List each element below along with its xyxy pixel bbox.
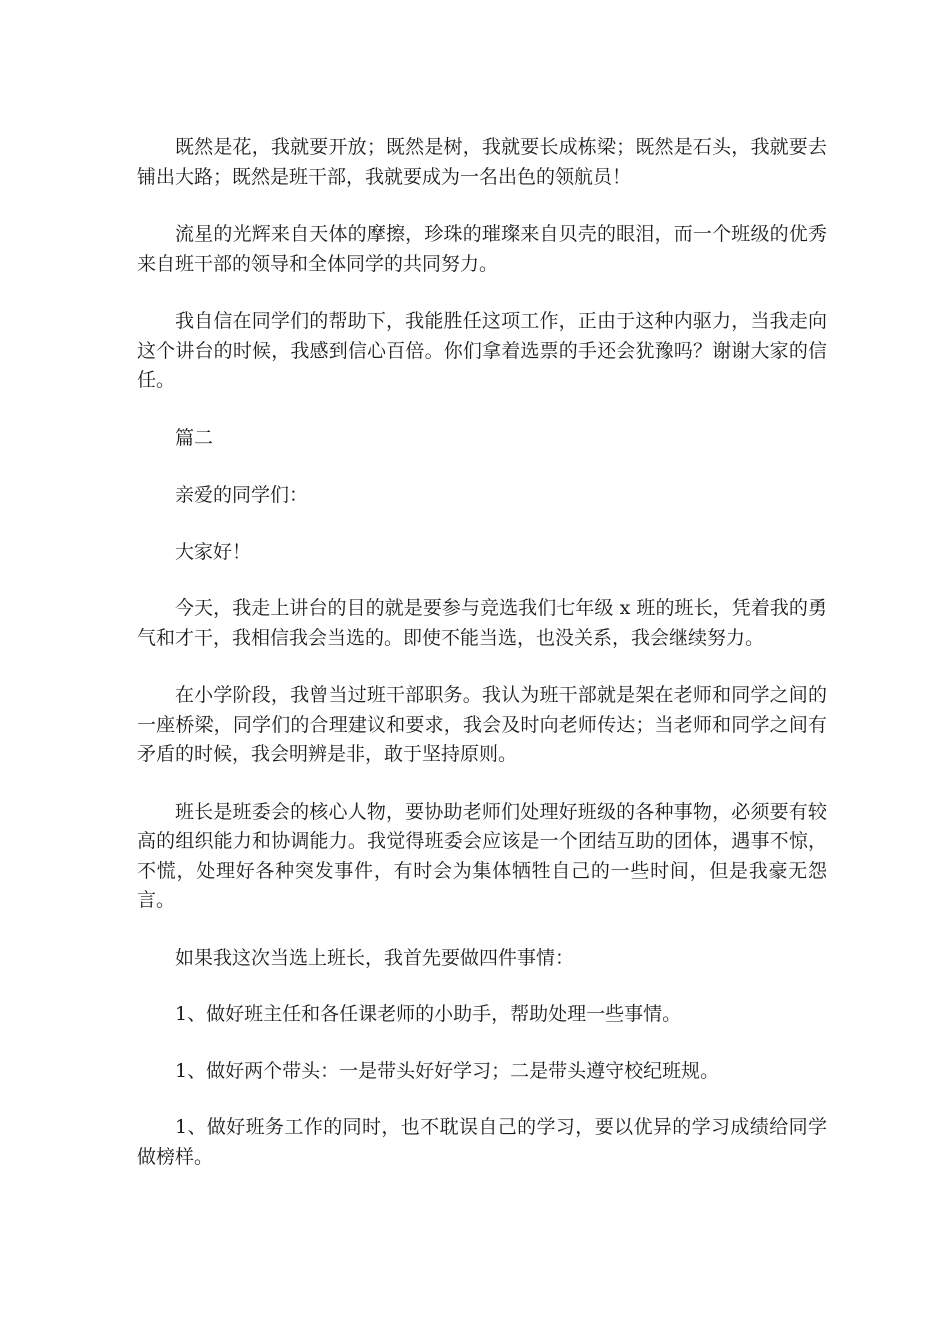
list-item-task-lead: 1、做好两个带头：一是带头好好学习；二是带头遵守校纪班规。 — [175, 1059, 720, 1082]
paragraph-monitor-role: 班长是班委会的核心人物，要协助老师们处理好班级的各种事物，必须要有较高的组织能力和协调能力。我觉得班委会应该是一个团结互助的团体，遇事不惊，不慌，处理好各种突发事件，有时会为集体牺牲自己的一些时间，但是我豪无怨言。 — [137, 800, 827, 911]
list-item-task-assistant: 1、做好班主任和各任课老师的小助手，帮助处理一些事情。 — [175, 1003, 682, 1025]
list-item-task-study: 1、做好班务工作的同时，也不耽误自己的学习，要以优异的学习成绩给同学做榜样。 — [137, 1116, 827, 1168]
greeting: 大家好！ — [175, 540, 252, 563]
salutation: 亲爱的同学们： — [175, 484, 309, 506]
document-body — [137, 133, 827, 1200]
paragraph-meteor-pearl: 流星的光辉来自天体的摩擦，珍珠的璀璨来自贝壳的眼泪，而一个班级的优秀来自班干部的领导和全体同学的共同努力。 — [137, 223, 827, 275]
paragraph-confidence: 我自信在同学们的帮助下，我能胜任这项工作，正由于这种内驱力，当我走向这个讲台的时候，我感到信心百倍。你们拿着选票的手还会犹豫吗？谢谢大家的信任。 — [137, 310, 827, 391]
paragraph-primary-school: 在小学阶段，我曾当过班干部职务。我认为班干部就是架在老师和同学之间的一座桥梁，同学们的合理建议和要求，我会及时向老师传达；当老师和同学之间有矛盾的时候，我会明辨是非，敢于坚持原则。 — [137, 684, 827, 765]
paragraph-four-tasks: 如果我这次当选上班长，我首先要做四件事情： — [175, 946, 575, 969]
section-heading-part-two: 篇二 — [175, 426, 214, 449]
paragraph-flower-tree-stone: 既然是花，我就要开放；既然是树，我就要长成栋梁；既然是石头，我就要去铺出大路；既然是班干部，我就要成为一名出色的领航员！ — [137, 136, 827, 188]
paragraph-campaign-intro: 今天，我走上讲台的目的就是要参与竞选我们七年级 x 班的班长，凭着我的勇气和才干，我相信我会当选的。即使不能当选，也没关系，我会继续努力。 — [137, 597, 827, 649]
